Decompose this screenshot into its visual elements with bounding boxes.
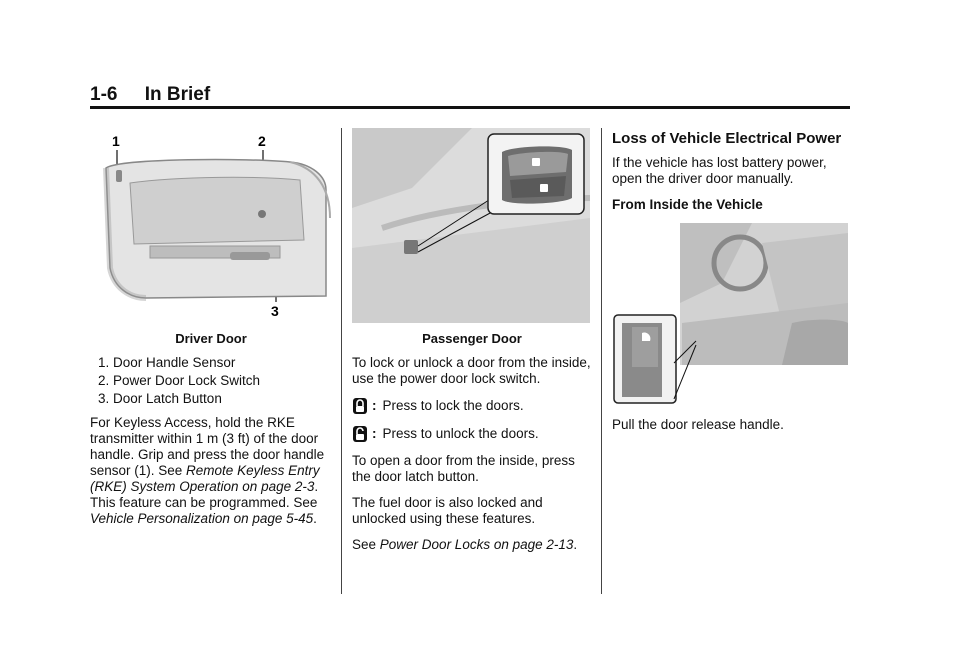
callout-3: 3	[271, 303, 279, 319]
paragraph-text: . This feature can be programmed. See	[90, 479, 319, 510]
list-item: 1. Door Handle Sensor	[98, 355, 236, 370]
personalization-reference-link[interactable]: Vehicle Personalization on page 5-45	[90, 511, 314, 526]
fuel-door-paragraph: The fuel door is also locked and unlocked using these features.	[352, 495, 543, 526]
lock-description: Press to lock the doors.	[382, 398, 524, 413]
column-divider-2	[601, 128, 602, 594]
lock-icon	[352, 397, 368, 415]
driver-door-caption: Driver Door	[175, 331, 247, 346]
unlock-icon	[352, 425, 368, 443]
header-rule	[90, 106, 850, 109]
column-3	[612, 128, 852, 443]
page-number: 1-6	[90, 84, 118, 105]
column-divider-1	[341, 128, 342, 594]
paragraph-text: See	[352, 537, 380, 552]
section-heading: Loss of Vehicle Electrical Power	[612, 130, 842, 147]
section-title: In Brief	[144, 84, 211, 105]
electrical-power-paragraph: If the vehicle has lost battery power, open the driver door manually.	[612, 155, 827, 186]
rke-reference-link[interactable]: Remote Keyless Entry (RKE) System Operation on page 2-3	[90, 463, 320, 494]
colon: :	[372, 426, 377, 441]
passenger-door-caption: Passenger Door	[422, 331, 522, 346]
callout-1: 1	[112, 133, 120, 149]
page-header	[90, 84, 210, 106]
unlock-row	[352, 425, 592, 443]
latch-paragraph: To open a door from the inside, press the door latch button.	[352, 453, 575, 484]
callout-2: 2	[258, 133, 266, 149]
subheading: From Inside the Vehicle	[612, 197, 763, 212]
unlock-description: Press to unlock the doors.	[382, 426, 539, 441]
door-release-illustration	[612, 223, 850, 405]
column-1	[90, 128, 332, 537]
see-reference-paragraph	[352, 537, 592, 553]
passenger-door-illustration	[352, 128, 590, 323]
paragraph-text: For Keyless Access, hold the RKE transmitter within 1 m (3 ft) of the door handle. Grip and press the door handle sensor (1). See	[90, 415, 325, 478]
colon: :	[372, 398, 377, 413]
list-item: 3. Door Latch Button	[98, 391, 222, 406]
driver-door-illustration	[90, 128, 332, 323]
keyless-access-paragraph	[90, 415, 332, 527]
paragraph-text: .	[573, 537, 578, 552]
paragraph-text: .	[313, 511, 317, 526]
column-2	[352, 128, 592, 563]
power-door-locks-link[interactable]: Power Door Locks on page 2-13	[379, 537, 574, 552]
lock-row	[352, 397, 592, 415]
list-item: 2. Power Door Lock Switch	[98, 373, 261, 388]
lock-instructions-paragraph: To lock or unlock a door from the inside, use the power door lock switch.	[352, 355, 591, 386]
door-release-paragraph: Pull the door release handle.	[612, 417, 784, 432]
driver-door-legend	[90, 355, 332, 407]
